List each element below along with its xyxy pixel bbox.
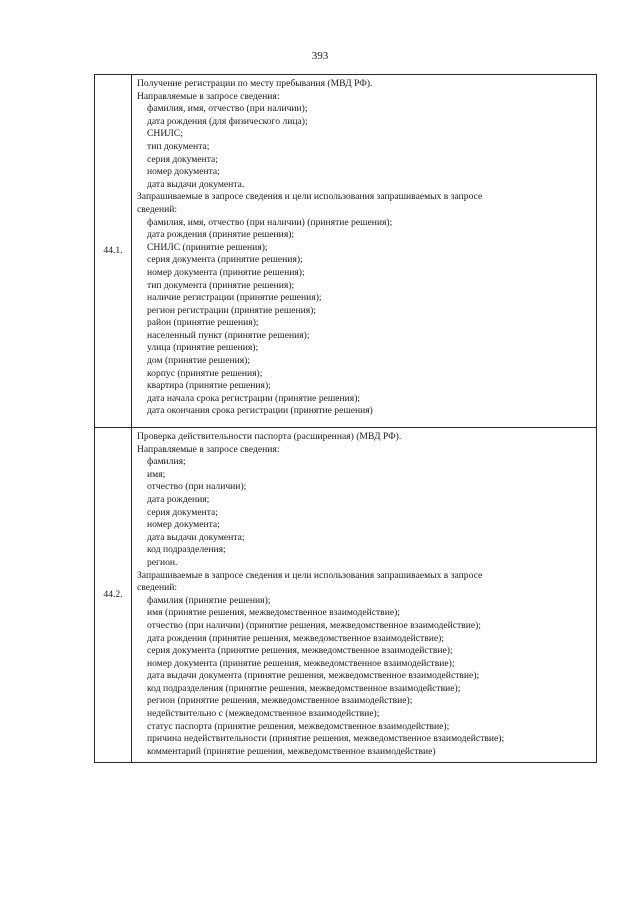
text-line: серия документа (принятие решения, межведомственное взаимодействие); [147, 645, 453, 657]
text-line: номер документа; [147, 519, 220, 531]
text-line: недействительно с (межведомственное взаимодействие); [147, 708, 380, 720]
text-line: дата начала срока регистрации (принятие решения); [147, 392, 361, 404]
text-line: серия документа; [147, 153, 218, 165]
page-number: 393 [311, 50, 329, 62]
text-line: Запрашиваемые в запросе сведения и цели использования запрашиваемых в запросе [137, 569, 483, 581]
text-line: дата окончания срока регистрации (принятие решения) [147, 405, 373, 417]
text-line: комментарий (принятие решения, межведомственное взаимодействие) [147, 745, 436, 757]
text-line: регион (принятие решения, межведомственное взаимодействие); [147, 695, 413, 707]
text-line: Направляемые в запросе сведения: [137, 443, 280, 455]
text-line: номер документа (принятие решения); [147, 266, 305, 278]
text-line: регион регистрации (принятие решения); [147, 304, 317, 316]
text-line: номер документа; [147, 166, 220, 178]
table-row [95, 428, 597, 763]
text-line: район (принятие решения); [147, 317, 259, 329]
text-line: СНИЛС; [147, 128, 183, 140]
text-line: дата рождения (для физического лица); [147, 115, 308, 127]
text-line: сведений: [137, 582, 178, 594]
text-line: фамилия; [147, 456, 186, 468]
text-line: регион. [147, 556, 178, 568]
text-line: Получение регистрации по месту пребывания (МВД РФ). [137, 78, 373, 89]
text-line: код подразделения; [147, 544, 226, 556]
text-line: причина недействительности (принятие решения, межведомственное взаимодействие); [147, 733, 505, 745]
text-line: фамилия, имя, отчество (при наличии); [147, 103, 308, 115]
text-line: номер документа (принятие решения, межведомственное взаимодействие); [147, 657, 455, 669]
text-line: Запрашиваемые в запросе сведения и цели использования запрашиваемых в запросе [137, 191, 483, 203]
row-content [132, 428, 597, 763]
text-line: код подразделения (принятие решения, межведомственное взаимодействие); [147, 682, 461, 694]
text-line: дата выдачи документа. [147, 178, 245, 190]
text-line: фамилия, имя, отчество (при наличии) (принятие решения); [147, 216, 393, 228]
text-line: дата рождения; [147, 493, 210, 505]
text-line: дата рождения (принятие решения); [147, 229, 295, 241]
table-row [95, 75, 597, 428]
text-line: корпус (принятие решения); [147, 367, 263, 379]
text-line: тип документа (принятие решения); [147, 279, 295, 291]
text-line: дата рождения (принятие решения, межведомственное взаимодействие); [147, 632, 444, 644]
text-line: Направляемые в запросе сведения: [137, 90, 280, 102]
text-line: серия документа (принятие решения); [147, 254, 303, 266]
text-line: Проверка действительности паспорта (расширенная) (МВД РФ). [137, 431, 402, 442]
text-line: фамилия (принятие решения); [147, 594, 271, 606]
text-line: статус паспорта (принятие решения, межведомственное взаимодействие); [147, 720, 450, 732]
text-line: населенный пункт (принятие решения); [147, 329, 310, 341]
text-line: тип документа; [147, 140, 210, 152]
text-line: имя; [147, 468, 166, 480]
text-line: наличие регистрации (принятие решения); [147, 292, 322, 304]
text-line: дата выдачи документа; [147, 531, 245, 543]
requirements-table [94, 74, 597, 763]
row-number: 44.2. [95, 428, 132, 763]
text-line: квартира (принятие решения); [147, 380, 271, 392]
text-line: имя (принятие решения, межведомственное взаимодействие); [147, 607, 400, 619]
text-line: дом (принятие решения); [147, 355, 250, 367]
text-line: улица (принятие решения); [147, 342, 259, 354]
text-line: отчество (при наличии) (принятие решения, межведомственное взаимодействие); [147, 619, 481, 631]
text-line: сведений: [137, 203, 178, 215]
text-line: дата выдачи документа (принятие решения, межведомственное взаимодействие); [147, 670, 480, 682]
text-line: отчество (при наличии); [147, 481, 247, 493]
text-line: серия документа; [147, 506, 218, 518]
text-line: СНИЛС (принятие решения); [147, 241, 268, 253]
row-number: 44.1. [95, 75, 132, 428]
row-content [132, 75, 597, 428]
